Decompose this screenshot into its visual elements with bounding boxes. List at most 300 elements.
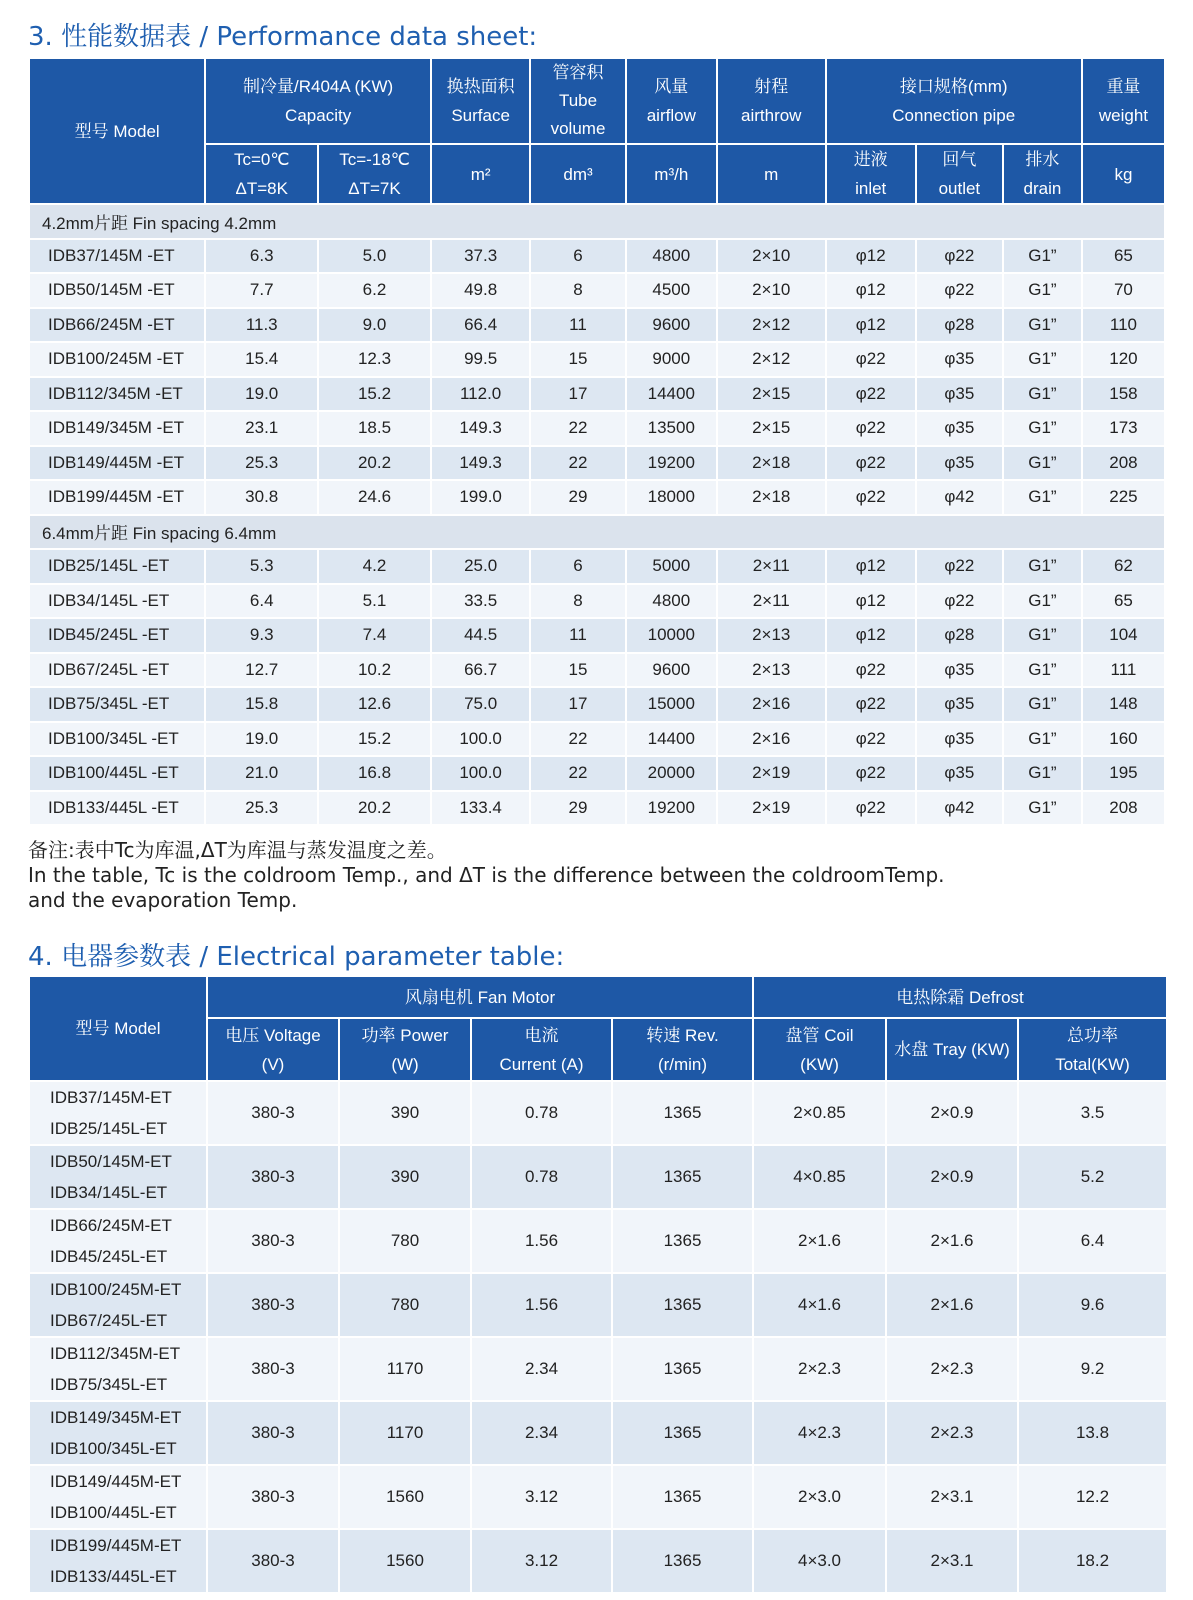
cell-capacity-tc18: 7.4	[318, 618, 431, 653]
header-airthrow-line2: airthrow	[741, 106, 802, 125]
cell-capacity-tc0: 21.0	[205, 756, 318, 791]
cell-capacity-tc18: 12.3	[318, 342, 431, 377]
table-row	[29, 549, 1165, 584]
header-model: 型号 Model	[29, 58, 205, 204]
cell-surface: 33.5	[431, 584, 530, 619]
cell-surface: 37.3	[431, 239, 530, 274]
header-unit-surface: m²	[431, 144, 530, 204]
elec-header-coil-line1: 盘管 Coil	[785, 1025, 854, 1045]
elec-header-voltage	[207, 1018, 339, 1081]
cell-inlet: φ22	[826, 480, 916, 515]
elec-header-rev	[612, 1018, 753, 1081]
cell-model	[29, 1337, 207, 1401]
header-outlet-line1: 回气	[942, 150, 977, 169]
cell-model: IDB25/145L -ET	[29, 549, 205, 584]
table-row	[29, 722, 1165, 757]
cell-airflow: 10000	[626, 618, 717, 653]
cell-airthrow: 2×10	[717, 239, 826, 274]
cell-tube-volume: 29	[530, 480, 625, 515]
performance-section-title: 3. 性能数据表 / Performance data sheet:	[28, 22, 538, 52]
cell-capacity-tc18: 4.2	[318, 549, 431, 584]
cell-model1: IDB149/345M-ET	[50, 1408, 182, 1427]
cell-model2: IDB100/445L-ET	[50, 1503, 177, 1522]
fin-spacing-group-row	[29, 204, 1165, 239]
cell-capacity-tc0: 30.8	[205, 480, 318, 515]
performance-table-body	[29, 204, 1165, 825]
cell-tube-volume: 17	[530, 687, 625, 722]
cell-total: 9.2	[1018, 1337, 1167, 1401]
cell-outlet: φ22	[916, 239, 1003, 274]
cell-outlet: φ35	[916, 446, 1003, 481]
cell-drain: G1”	[1003, 411, 1082, 446]
cell-airflow: 14400	[626, 377, 717, 412]
cell-capacity-tc0: 12.7	[205, 653, 318, 688]
cell-airthrow: 2×10	[717, 273, 826, 308]
cell-tube-volume: 6	[530, 239, 625, 274]
cell-airthrow: 2×16	[717, 722, 826, 757]
cell-tube-volume: 15	[530, 342, 625, 377]
cell-weight: 110	[1082, 308, 1165, 343]
cell-surface: 66.4	[431, 308, 530, 343]
cell-tube-volume: 11	[530, 618, 625, 653]
cell-weight: 65	[1082, 584, 1165, 619]
cell-drain: G1”	[1003, 342, 1082, 377]
elec-header-coil	[753, 1018, 886, 1081]
cell-capacity-tc18: 20.2	[318, 791, 431, 826]
cell-total: 18.2	[1018, 1529, 1167, 1593]
cell-airthrow: 2×15	[717, 377, 826, 412]
cell-voltage: 380-3	[207, 1209, 339, 1273]
cell-coil: 2×0.85	[753, 1081, 886, 1145]
cell-capacity-tc18: 5.0	[318, 239, 431, 274]
cell-drain: G1”	[1003, 239, 1082, 274]
table-row	[29, 756, 1165, 791]
cell-inlet: φ22	[826, 791, 916, 826]
header-airflow-line2: airflow	[646, 106, 696, 125]
cell-drain: G1”	[1003, 480, 1082, 515]
cell-tube-volume: 8	[530, 273, 625, 308]
elec-header-voltage-line1: 电压 Voltage	[225, 1025, 321, 1045]
cell-surface: 112.0	[431, 377, 530, 412]
fin-spacing-label: 4.2mm片距 Fin spacing 4.2mm	[29, 204, 1165, 239]
cell-weight: 208	[1082, 446, 1165, 481]
elec-header-current-line1: 电流	[524, 1025, 559, 1045]
cell-airthrow: 2×11	[717, 549, 826, 584]
header-tc0	[205, 144, 318, 204]
cell-voltage: 380-3	[207, 1401, 339, 1465]
cell-model2: IDB45/245L-ET	[50, 1247, 168, 1266]
cell-tray: 2×3.1	[886, 1529, 1018, 1593]
cell-drain: G1”	[1003, 377, 1082, 412]
table-row	[29, 1145, 1167, 1209]
header-weight-line2: weight	[1098, 106, 1148, 125]
cell-current: 0.78	[471, 1081, 612, 1145]
cell-coil: 2×3.0	[753, 1465, 886, 1529]
cell-power: 390	[339, 1081, 471, 1145]
cell-model1: IDB100/245M-ET	[50, 1280, 182, 1299]
cell-capacity-tc18: 12.6	[318, 687, 431, 722]
cell-tray: 2×1.6	[886, 1209, 1018, 1273]
cell-airthrow: 2×12	[717, 308, 826, 343]
cell-capacity-tc18: 18.5	[318, 411, 431, 446]
cell-rev: 1365	[612, 1465, 753, 1529]
cell-model: IDB50/145M -ET	[29, 273, 205, 308]
cell-voltage: 380-3	[207, 1465, 339, 1529]
header-weight-line1: 重量	[1106, 77, 1141, 96]
cell-outlet: φ28	[916, 618, 1003, 653]
cell-model: IDB37/145M -ET	[29, 239, 205, 274]
cell-outlet: φ35	[916, 342, 1003, 377]
cell-power: 780	[339, 1209, 471, 1273]
cell-tray: 2×1.6	[886, 1273, 1018, 1337]
cell-capacity-tc0: 23.1	[205, 411, 318, 446]
cell-total: 3.5	[1018, 1081, 1167, 1145]
cell-drain: G1”	[1003, 273, 1082, 308]
cell-inlet: φ22	[826, 722, 916, 757]
cell-model2: IDB34/145L-ET	[50, 1183, 168, 1202]
cell-tube-volume: 29	[530, 791, 625, 826]
note-line-3: and the evaporation Temp.	[28, 888, 298, 912]
fin-spacing-label: 6.4mm片距 Fin spacing 6.4mm	[29, 515, 1165, 550]
header-surface-line1: 换热面积	[446, 77, 515, 96]
cell-capacity-tc0: 7.7	[205, 273, 318, 308]
cell-total: 12.2	[1018, 1465, 1167, 1529]
cell-power: 1560	[339, 1529, 471, 1593]
cell-weight: 111	[1082, 653, 1165, 688]
cell-inlet: φ22	[826, 653, 916, 688]
cell-tube-volume: 22	[530, 756, 625, 791]
header-surface-line2: Surface	[451, 106, 510, 125]
table-row	[29, 584, 1165, 619]
cell-tube-volume: 6	[530, 549, 625, 584]
cell-capacity-tc0: 11.3	[205, 308, 318, 343]
header-tube-line2: Tube	[558, 91, 598, 110]
note-line-1: 备注:表中Tc为库温,ΔT为库温与蒸发温度之差。	[28, 838, 447, 862]
header-airthrow-line1: 射程	[754, 77, 789, 96]
elec-header-current	[471, 1018, 612, 1081]
header-capacity-line1: 制冷量/R404A (KW)	[243, 77, 394, 96]
header-tube-volume	[530, 58, 625, 144]
cell-inlet: φ22	[826, 377, 916, 412]
cell-capacity-tc18: 6.2	[318, 273, 431, 308]
cell-airthrow: 2×13	[717, 618, 826, 653]
cell-voltage: 380-3	[207, 1273, 339, 1337]
elec-header-power-line1: 功率 Power	[361, 1025, 449, 1045]
cell-model: IDB75/345L -ET	[29, 687, 205, 722]
note-line-2: In the table, Tc is the coldroom Temp., and ΔT is the difference between the coldroomTemp.	[28, 863, 945, 887]
cell-rev: 1365	[612, 1529, 753, 1593]
cell-total: 6.4	[1018, 1209, 1167, 1273]
cell-surface: 100.0	[431, 722, 530, 757]
elec-header-rev-line1: 转速 Rev.	[646, 1025, 719, 1045]
cell-drain: G1”	[1003, 791, 1082, 826]
cell-power: 1170	[339, 1401, 471, 1465]
cell-model: IDB149/445M -ET	[29, 446, 205, 481]
cell-inlet: φ12	[826, 549, 916, 584]
cell-model	[29, 1529, 207, 1593]
elec-header-defrost: 电热除霜 Defrost	[753, 976, 1167, 1018]
cell-model: IDB112/345M -ET	[29, 377, 205, 412]
cell-coil: 2×1.6	[753, 1209, 886, 1273]
cell-drain: G1”	[1003, 722, 1082, 757]
cell-inlet: φ12	[826, 618, 916, 653]
header-unit-airflow: m³/h	[626, 144, 717, 204]
cell-rev: 1365	[612, 1081, 753, 1145]
cell-outlet: φ35	[916, 411, 1003, 446]
header-capacity	[205, 58, 431, 144]
cell-coil: 4×0.85	[753, 1145, 886, 1209]
cell-airflow: 4800	[626, 584, 717, 619]
table-row	[29, 1465, 1167, 1529]
table-row	[29, 377, 1165, 412]
elec-header-total	[1018, 1018, 1167, 1081]
cell-airthrow: 2×13	[717, 653, 826, 688]
cell-model	[29, 1209, 207, 1273]
cell-voltage: 380-3	[207, 1145, 339, 1209]
performance-table	[28, 57, 1166, 826]
cell-drain: G1”	[1003, 584, 1082, 619]
table-row	[29, 446, 1165, 481]
cell-surface: 149.3	[431, 446, 530, 481]
cell-model2: IDB75/345L-ET	[50, 1375, 168, 1394]
header-inlet-line2: inlet	[855, 179, 887, 198]
cell-model	[29, 1145, 207, 1209]
cell-outlet: φ22	[916, 549, 1003, 584]
cell-capacity-tc18: 20.2	[318, 446, 431, 481]
header-unit-tube: dm³	[530, 144, 625, 204]
cell-airflow: 9600	[626, 653, 717, 688]
header-unit-airthrow: m	[717, 144, 826, 204]
cell-drain: G1”	[1003, 687, 1082, 722]
cell-capacity-tc0: 9.3	[205, 618, 318, 653]
cell-model: IDB133/445L -ET	[29, 791, 205, 826]
cell-model: IDB100/345L -ET	[29, 722, 205, 757]
header-airthrow	[717, 58, 826, 144]
cell-capacity-tc18: 10.2	[318, 653, 431, 688]
cell-weight: 225	[1082, 480, 1165, 515]
header-tc18-line1: Tc=-18℃	[339, 150, 410, 169]
table-row	[29, 791, 1165, 826]
cell-capacity-tc0: 19.0	[205, 722, 318, 757]
elec-header-fan-motor: 风扇电机 Fan Motor	[207, 976, 753, 1018]
cell-airflow: 4500	[626, 273, 717, 308]
cell-inlet: φ12	[826, 273, 916, 308]
header-weight	[1082, 58, 1165, 144]
cell-model	[29, 1273, 207, 1337]
cell-weight: 158	[1082, 377, 1165, 412]
cell-voltage: 380-3	[207, 1337, 339, 1401]
header-outlet	[916, 144, 1003, 204]
cell-weight: 65	[1082, 239, 1165, 274]
cell-total: 13.8	[1018, 1401, 1167, 1465]
cell-capacity-tc18: 15.2	[318, 722, 431, 757]
header-drain-line1: 排水	[1025, 150, 1060, 169]
cell-model	[29, 1401, 207, 1465]
cell-outlet: φ35	[916, 377, 1003, 412]
cell-capacity-tc0: 15.8	[205, 687, 318, 722]
cell-airflow: 13500	[626, 411, 717, 446]
cell-airflow: 19200	[626, 791, 717, 826]
cell-airflow: 15000	[626, 687, 717, 722]
cell-airthrow: 2×19	[717, 756, 826, 791]
cell-model: IDB199/445M -ET	[29, 480, 205, 515]
header-tc0-line2: ΔT=8K	[235, 179, 288, 198]
cell-rev: 1365	[612, 1401, 753, 1465]
cell-model2: IDB133/445L-ET	[50, 1567, 177, 1586]
cell-outlet: φ35	[916, 722, 1003, 757]
header-tc0-line1: Tc=0℃	[233, 150, 290, 169]
cell-power: 390	[339, 1145, 471, 1209]
cell-inlet: φ12	[826, 308, 916, 343]
cell-tube-volume: 8	[530, 584, 625, 619]
header-inlet-line1: 进液	[853, 150, 888, 169]
cell-outlet: φ22	[916, 273, 1003, 308]
cell-airthrow: 2×12	[717, 342, 826, 377]
cell-capacity-tc0: 6.4	[205, 584, 318, 619]
cell-current: 1.56	[471, 1273, 612, 1337]
table-row	[29, 1209, 1167, 1273]
cell-airflow: 19200	[626, 446, 717, 481]
elec-header-tray: 水盘 Tray (KW)	[886, 1018, 1018, 1081]
cell-airthrow: 2×18	[717, 446, 826, 481]
header-unit-weight: kg	[1082, 144, 1165, 204]
cell-outlet: φ42	[916, 791, 1003, 826]
cell-surface: 75.0	[431, 687, 530, 722]
electrical-table-body	[29, 1081, 1167, 1593]
cell-total: 9.6	[1018, 1273, 1167, 1337]
cell-tray: 2×0.9	[886, 1145, 1018, 1209]
cell-rev: 1365	[612, 1337, 753, 1401]
header-tube-line1: 管容积	[552, 63, 604, 82]
cell-capacity-tc18: 9.0	[318, 308, 431, 343]
fin-spacing-group-row	[29, 515, 1165, 550]
cell-airthrow: 2×18	[717, 480, 826, 515]
cell-total: 5.2	[1018, 1145, 1167, 1209]
cell-inlet: φ12	[826, 239, 916, 274]
table-row	[29, 618, 1165, 653]
cell-drain: G1”	[1003, 308, 1082, 343]
cell-voltage: 380-3	[207, 1529, 339, 1593]
cell-power: 1170	[339, 1337, 471, 1401]
cell-airflow: 9600	[626, 308, 717, 343]
cell-model: IDB149/345M -ET	[29, 411, 205, 446]
cell-tray: 2×2.3	[886, 1337, 1018, 1401]
cell-surface: 25.0	[431, 549, 530, 584]
cell-airflow: 9000	[626, 342, 717, 377]
cell-surface: 49.8	[431, 273, 530, 308]
cell-airflow: 18000	[626, 480, 717, 515]
header-capacity-line2: Capacity	[285, 106, 352, 125]
cell-model1: IDB199/445M-ET	[50, 1536, 182, 1555]
table-row	[29, 653, 1165, 688]
cell-current: 2.34	[471, 1337, 612, 1401]
table-row	[29, 1529, 1167, 1593]
cell-surface: 44.5	[431, 618, 530, 653]
header-drain	[1003, 144, 1082, 204]
cell-model1: IDB37/145M-ET	[50, 1088, 172, 1107]
cell-tube-volume: 17	[530, 377, 625, 412]
cell-weight: 148	[1082, 687, 1165, 722]
performance-note	[28, 838, 945, 913]
cell-inlet: φ22	[826, 342, 916, 377]
cell-rev: 1365	[612, 1273, 753, 1337]
cell-model: IDB100/445L -ET	[29, 756, 205, 791]
cell-capacity-tc0: 19.0	[205, 377, 318, 412]
cell-tube-volume: 22	[530, 411, 625, 446]
cell-model: IDB45/245L -ET	[29, 618, 205, 653]
elec-header-total-line2: Total(KW)	[1055, 1054, 1130, 1074]
electrical-section-title: 4. 电器参数表 / Electrical parameter table:	[28, 942, 565, 972]
cell-capacity-tc18: 16.8	[318, 756, 431, 791]
header-outlet-line2: outlet	[938, 179, 981, 198]
header-conn-line2: Connection pipe	[892, 106, 1016, 125]
cell-weight: 195	[1082, 756, 1165, 791]
cell-outlet: φ42	[916, 480, 1003, 515]
cell-current: 2.34	[471, 1401, 612, 1465]
cell-tray: 2×3.1	[886, 1465, 1018, 1529]
table-row	[29, 1337, 1167, 1401]
cell-current: 1.56	[471, 1209, 612, 1273]
cell-capacity-tc18: 24.6	[318, 480, 431, 515]
cell-surface: 149.3	[431, 411, 530, 446]
table-row	[29, 1401, 1167, 1465]
cell-power: 780	[339, 1273, 471, 1337]
cell-inlet: φ22	[826, 687, 916, 722]
cell-coil: 4×3.0	[753, 1529, 886, 1593]
cell-airflow: 14400	[626, 722, 717, 757]
header-airflow-line1: 风量	[654, 77, 689, 96]
header-conn-line1: 接口规格(mm)	[899, 77, 1008, 96]
table-row	[29, 687, 1165, 722]
cell-power: 1560	[339, 1465, 471, 1529]
cell-model1: IDB50/145M-ET	[50, 1152, 172, 1171]
cell-airflow: 20000	[626, 756, 717, 791]
cell-surface: 100.0	[431, 756, 530, 791]
cell-coil: 2×2.3	[753, 1337, 886, 1401]
cell-inlet: φ22	[826, 446, 916, 481]
cell-rev: 1365	[612, 1145, 753, 1209]
cell-model: IDB66/245M -ET	[29, 308, 205, 343]
header-surface	[431, 58, 530, 144]
cell-coil: 4×1.6	[753, 1273, 886, 1337]
cell-weight: 62	[1082, 549, 1165, 584]
cell-weight: 104	[1082, 618, 1165, 653]
cell-model: IDB100/245M -ET	[29, 342, 205, 377]
cell-inlet: φ22	[826, 411, 916, 446]
header-tube-line3: volume	[550, 119, 606, 138]
header-airflow	[626, 58, 717, 144]
cell-surface: 66.7	[431, 653, 530, 688]
cell-model1: IDB112/345M-ET	[50, 1344, 181, 1363]
elec-header-power	[339, 1018, 471, 1081]
cell-outlet: φ35	[916, 756, 1003, 791]
cell-voltage: 380-3	[207, 1081, 339, 1145]
cell-coil: 4×2.3	[753, 1401, 886, 1465]
cell-surface: 133.4	[431, 791, 530, 826]
elec-header-voltage-line2: (V)	[261, 1054, 285, 1074]
elec-header-total-line1: 总功率	[1067, 1025, 1119, 1045]
cell-model2: IDB67/245L-ET	[50, 1311, 168, 1330]
cell-model: IDB34/145L -ET	[29, 584, 205, 619]
cell-model	[29, 1465, 207, 1529]
cell-rev: 1365	[612, 1209, 753, 1273]
cell-tray: 2×2.3	[886, 1401, 1018, 1465]
cell-tube-volume: 22	[530, 446, 625, 481]
cell-capacity-tc18: 15.2	[318, 377, 431, 412]
header-tc18-line2: ΔT=7K	[348, 179, 401, 198]
elec-header-power-line2: (W)	[391, 1054, 419, 1074]
cell-current: 3.12	[471, 1465, 612, 1529]
